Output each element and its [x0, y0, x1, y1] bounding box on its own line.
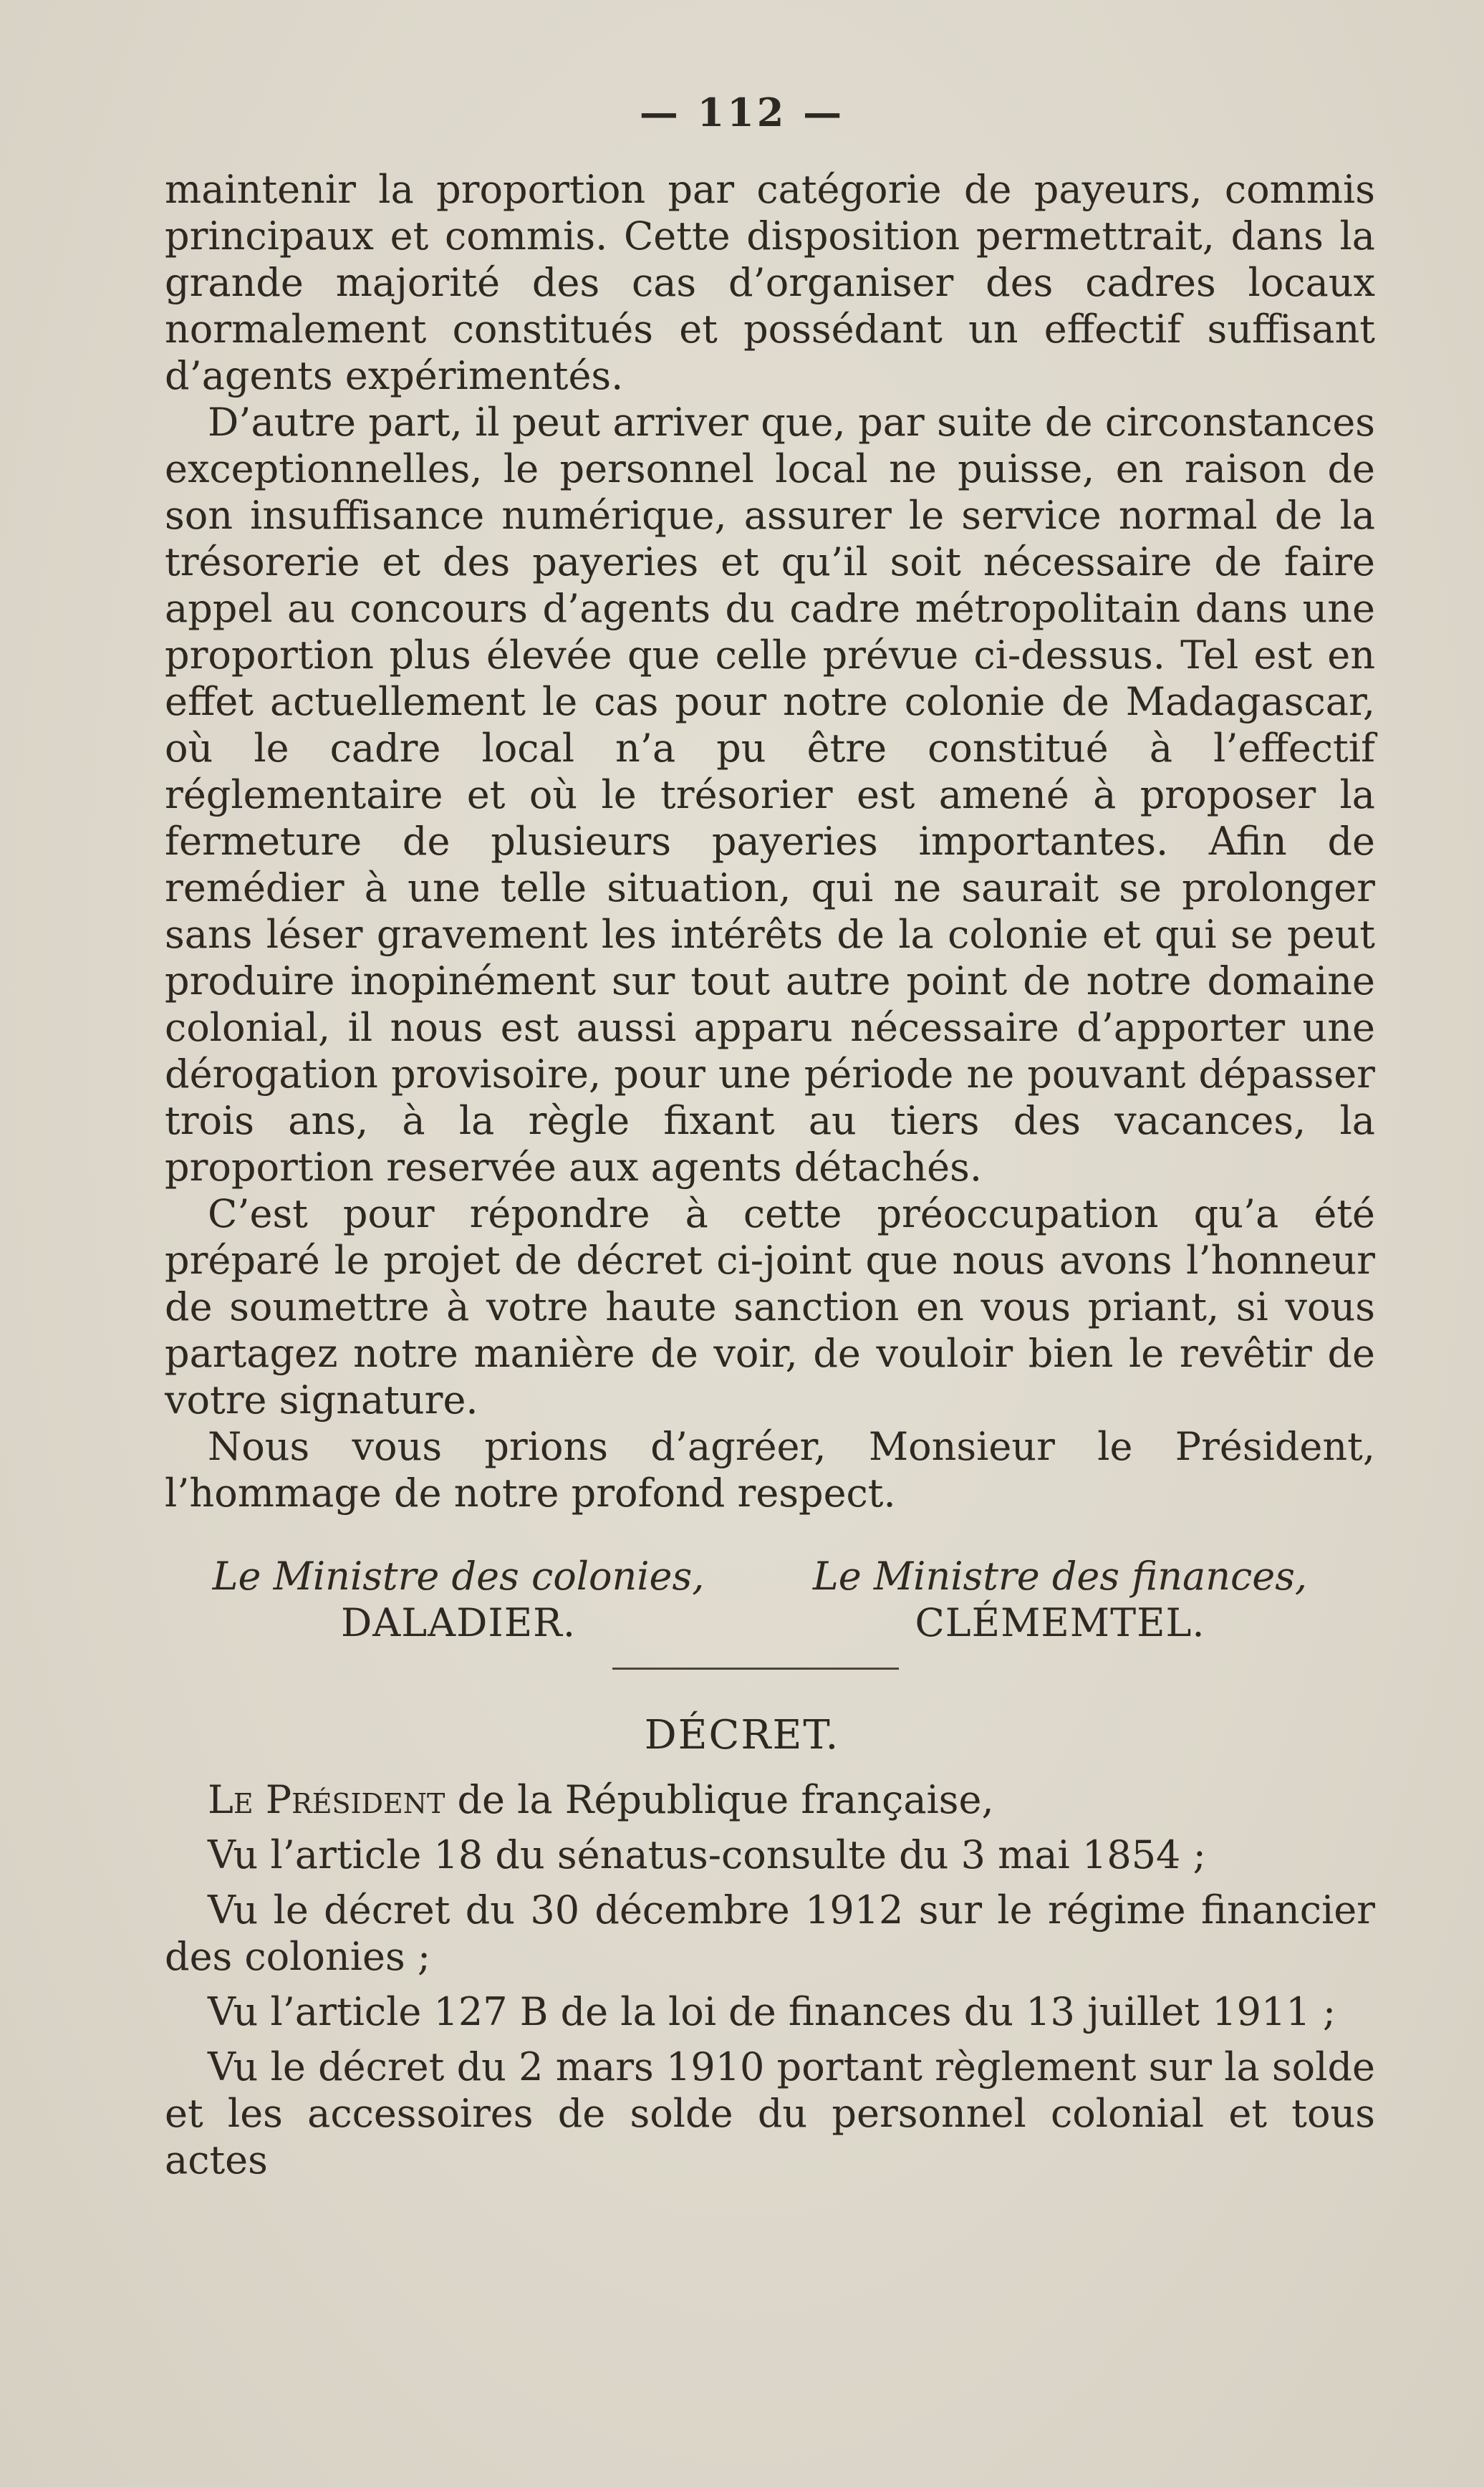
paragraph-4: Nous vous prions d’agréer, Monsieur le Président, l’hommage de notre profond respect.: [165, 1424, 1375, 1516]
signature-name-clementel: CLÉMEMTEL.: [915, 1600, 1205, 1645]
separator-rule: [612, 1668, 899, 1670]
president-rest: de la République française,: [445, 1777, 994, 1822]
visa-4: Vu le décret du 2 mars 1910 portant règlement sur la solde et les accessoires de solde du personnel colonial et tous actes: [165, 2044, 1375, 2183]
decret-heading: DÉCRET.: [644, 1712, 840, 1759]
president-prefix: Le Président: [208, 1777, 445, 1822]
paragraph-1: maintenir la proportion par catégorie de payeurs, commis principaux et commis. Cette disposition permettrait, dans la grande majorité des cas d’organiser des cadres locaux normalement constitués et possédant un effectif suffisant d’agents expérimentés.: [165, 167, 1375, 398]
decret-body: [165, 1776, 1375, 2183]
signature-finances: [795, 1553, 1325, 1646]
visa-3: Vu l’article 127 B de la loi de finances du 13 juillet 1911 ;: [208, 1989, 1336, 2034]
paragraph-3: C’est pour répondre à cette préoccupation qu’a été préparé le projet de décret ci-joint que nous avons l’honneur de soumettre à votre haute sanction en vous priant, si vous partagez notre manière de voir, de vouloir bien le revêtir de votre signature.: [165, 1191, 1375, 1423]
signature-title-colonies: Le Ministre des colonies,: [212, 1554, 705, 1599]
signature-name-daladier: DALADIER.: [340, 1600, 577, 1645]
paragraph-2: D’autre part, il peut arriver que, par suite de circonstances exceptionnelles, le personnel local ne puisse, en raison de son insuffisance numérique, assurer le service normal de la trésorerie et des payeries et qu’il soit nécessaire de faire appel au concours d’agents du cadre métropolitain dans une proportion plus élevée que celle prévue ci-dessus. Tel est en effet actuellement le cas pour notre colonie de Madagascar, où le cadre local n’a pu être constitué à l’effectif réglementaire et où le trésorier est amené à proposer la fermeture de plusieurs payeries importantes. Afin de remédier à une telle situation, qui ne saurait se prolonger sans léser gravement les intérêts de la colonie et qui se peut produire inopinément sur tout autre point de notre domaine colonial, il nous est aussi apparu nécessaire d’apporter une dérogation provisoire, pour une période ne pouvant dépasser trois ans, à la règle fixant au tiers des vacances, la proportion reservée aux agents détachés.: [165, 400, 1375, 1190]
visa-1: Vu l’article 18 du sénatus-consulte du 3 mai 1854 ;: [208, 1832, 1206, 1877]
letter-body: [165, 166, 1375, 1516]
signature-colonies: [208, 1553, 709, 1646]
signature-title-finances: Le Ministre des finances,: [812, 1554, 1308, 1599]
president-line: [165, 1776, 1375, 1823]
page-number: — 112 —: [639, 90, 845, 135]
visa-2: Vu le décret du 30 décembre 1912 sur le régime financier des colonies ;: [165, 1887, 1375, 1979]
